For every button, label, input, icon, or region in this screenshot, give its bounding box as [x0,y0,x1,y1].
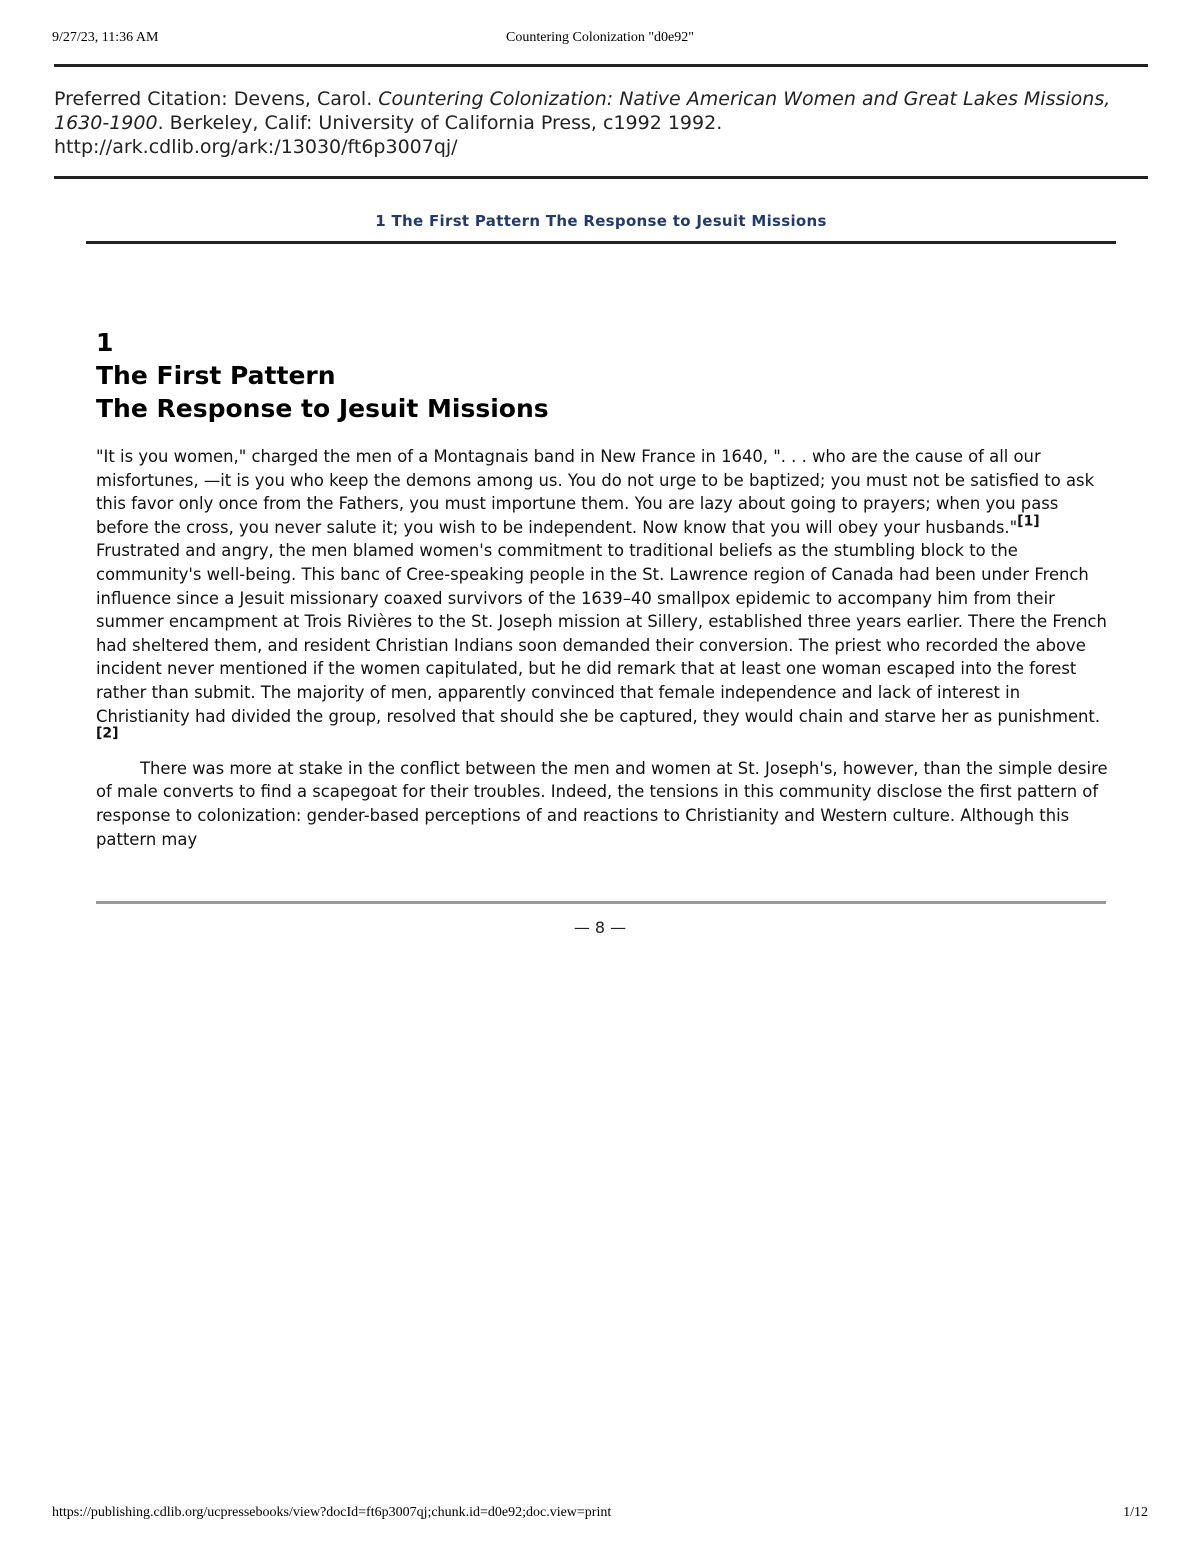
print-url: https://publishing.cdlib.org/ucpressebooks/view?docId=ft6p3007qj;chunk.id=d0e92;doc.view=print [52,1505,612,1520]
print-header [52,30,1148,50]
divider-chapter-link [86,241,1116,244]
citation-publisher: . Berkeley, Calif: University of California Press, c1992 1992. [157,112,723,134]
chapter-number: 1 [96,328,114,357]
preferred-citation [54,87,1144,159]
citation-prefix: Preferred Citation: Devens, Carol. [54,88,379,110]
paragraph-2: There was more at stake in the conflict between the men and women at St. Joseph's, however, than the simple desire of male converts to find a scapegoat for their troubles. Indeed, the tensions in this community disclose the first pattern of response to colonization: gender-based perceptions of and reactions to Christianity and Western culture. Although this pattern may [96,758,1108,849]
footnote-ref-1[interactable]: [1] [1017,513,1040,530]
chapter-title: The First Pattern [96,361,336,390]
paragraph-1 [96,445,1108,752]
chapter-subtitle: The Response to Jesuit Missions [96,394,549,423]
footnote-ref-2[interactable]: [2] [96,725,119,742]
chapter-heading [96,326,1096,425]
citation-url[interactable]: http://ark.cdlib.org/ark:/13030/ft6p3007qj/ [54,136,458,158]
divider-page-end [96,901,1106,904]
chapter-body [96,445,1108,851]
print-footer [52,1505,1148,1525]
chapter-link[interactable]: 1 The First Pattern The Response to Jesuit Missions [375,212,827,230]
citation-book-title: Countering Colonization: Native American Women and Great Lakes Missions, 1630-1900 [54,88,1111,134]
page-number: — 8 — [573,918,627,937]
print-page-count: 1/12 [1123,1505,1148,1520]
paragraph-1-text-a: "It is you women," charged the men of a Montagnais band in New France in 1640, ". . . who are the cause of all our misfortunes, —it is you who keep the demons among us. You do not urge to be baptized; you must not be satisfied to ask this favor only once from the Fathers, you must importune them. You are lazy about going to prayers; when you pass before the cross, you never salute it; you wish to be independent. Now know that you will obey your husbands." [96,447,1095,537]
print-datetime: 9/27/23, 11:36 AM [52,30,159,45]
divider-top [54,64,1148,67]
print-page-title: Countering Colonization "d0e92" [506,30,694,45]
paragraph-1-text-b: Frustrated and angry, the men blamed women's commitment to traditional beliefs as the stumbling block to the community's well-being. This banc of Cree-speaking people in the St. Lawrence region of Canada had been under French influence since a Jesuit missionary coaxed survivors of the 1639–40 smallpox epidemic to accompany him from their summer encampment at Trois Rivières to the St. Joseph mission at Sillery, established three years earlier. There the French had sheltered them, and resident Christian Indians soon demanded their conversion. The priest who recorded the above incident never mentioned if the women capitulated, but he did remark that at least one woman escaped into the forest rather than submit. The majority of men, apparently convinced that female independence and lack of interest in Christianity had divided the group, resolved that should she be captured, they would chain and starve her as punishment. [96,541,1107,726]
divider-citation [54,176,1148,179]
